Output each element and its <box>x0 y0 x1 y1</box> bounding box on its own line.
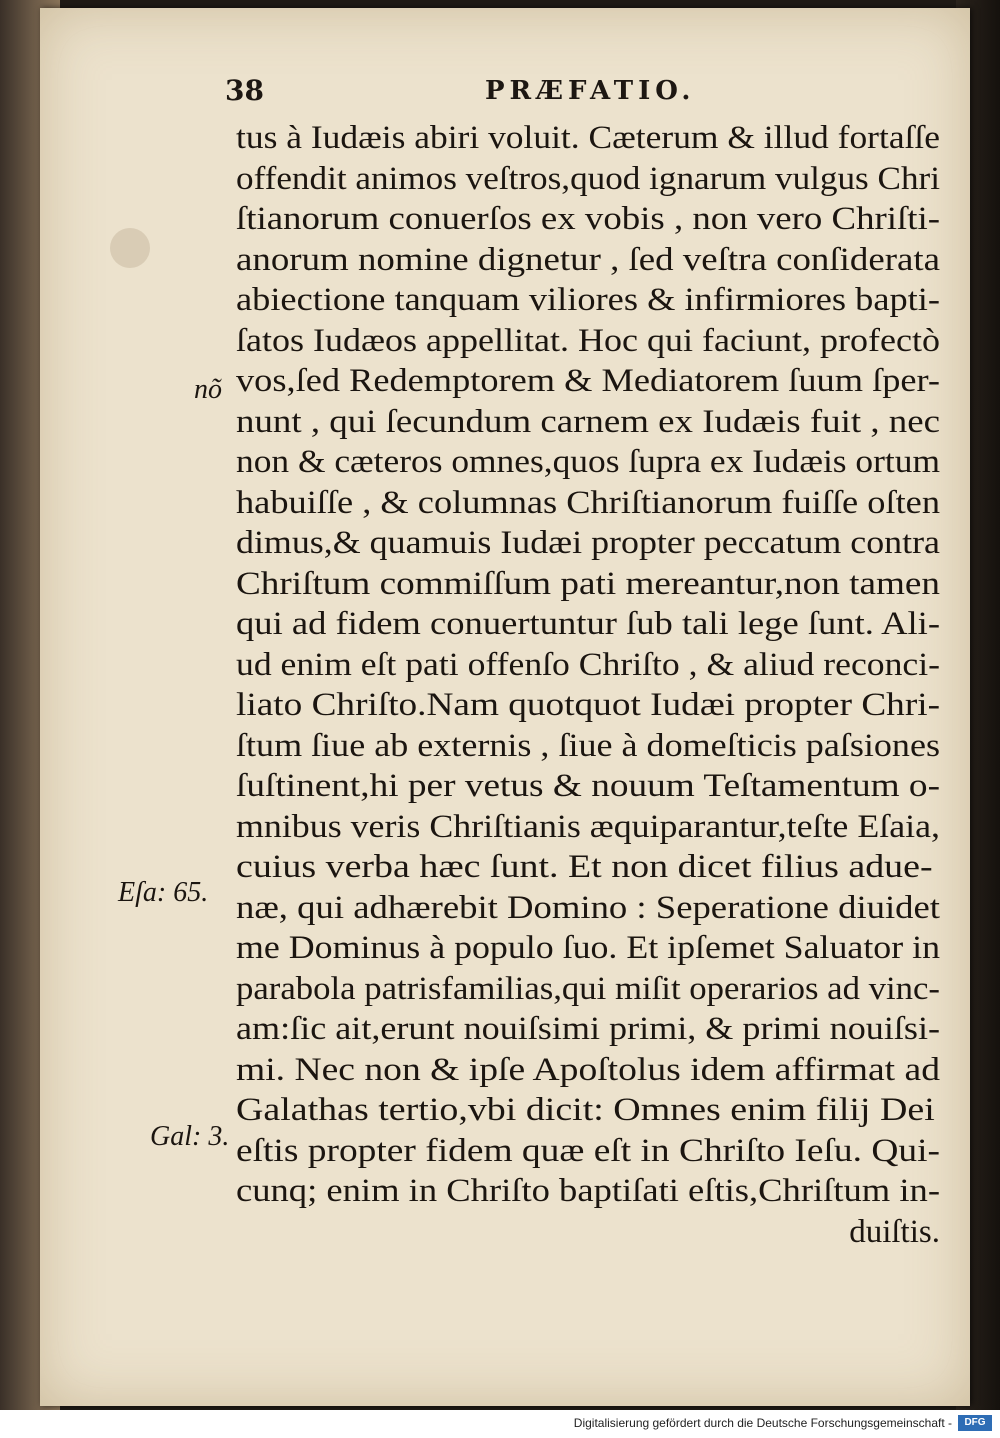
text-line: nunt , qui ſecundum carnem ex Iudæis fuit , nec <box>236 403 940 440</box>
text-line: dimus,& quamuis Iudæi propter peccatum contra <box>236 525 940 561</box>
text-line: me Dominus à populo ſuo. Et ipſemet Saluator in <box>236 930 940 966</box>
body-text <box>236 118 940 1252</box>
paper-stain <box>110 228 150 268</box>
text-line: qui ad fidem conuertuntur ſub tali lege ſunt. Ali- <box>236 606 940 642</box>
text-line: Chriſtum commiſſum pati mereantur,non tamen <box>236 565 940 602</box>
text-line: ſtianorum conuerſos ex vobis , non vero Chriſti- <box>236 201 940 237</box>
margin-note-esaia: Eſa: 65. <box>118 877 209 908</box>
text-line: mi. Nec non & ipſe Apoſtolus idem affirmat ad <box>236 1051 940 1088</box>
text-line: vos,ſed Redemptorem & Mediatorem ſuum ſper- <box>236 363 940 399</box>
text-line: parabola patrisfamilias,qui miſit operarios ad vinc- <box>236 970 940 1007</box>
text-line: ſuſtinent,hi per vetus & nouum Teſtamentum o- <box>236 768 940 804</box>
dfg-logo-icon: DFG <box>958 1415 992 1431</box>
running-title: PRÆFATIO. <box>485 76 696 106</box>
text-line: mnibus veris Chriſtianis æquiparantur,teſte Eſaia, <box>236 808 940 845</box>
text-line: ſatos Iudæos appellitat. Hoc qui faciunt, profectò <box>236 322 940 359</box>
page-number: 38 <box>225 74 264 107</box>
text-line: am:ſic ait,erunt nouiſsimi primi, & primi nouiſsi- <box>236 1011 940 1047</box>
text-line: tus à Iudæis abiri voluit. Cæterum & illud fortaſſe <box>236 120 940 156</box>
text-line: abiectione tanquam viliores & infirmiores bapti- <box>236 282 940 318</box>
page-header <box>200 74 900 114</box>
footer-credit: Digitalisierung gefördert durch die Deutsche Forschungsgemeinschaft - <box>573 1416 952 1430</box>
text-line: non & cæteros omnes,quos ſupra ex Iudæis ortum <box>236 444 940 480</box>
text-line: ſtum ſiue ab externis , ſiue à domeſticis paſsiones <box>236 727 940 764</box>
text-line: duiſtis. <box>849 1213 940 1250</box>
text-line: ud enim eſt pati offenſo Chriſto , & aliud reconci- <box>236 646 940 683</box>
text-line: offendit animos veſtros,quod ignarum vulgus Chri <box>236 160 940 197</box>
text-line: liato Chriſto.Nam quotquot Iudæi propter Chri- <box>236 687 940 723</box>
text-line: cuius verba hæc ſunt. Et non dicet filius adue- <box>236 849 933 885</box>
margin-note-galatas: Gal: 3. <box>150 1121 230 1152</box>
text-line: eſtis propter fidem quæ eſt in Chriſto Ieſu. Qui- <box>236 1132 940 1169</box>
text-line: næ, qui adhærebit Domino : Seperatione diuidet <box>236 889 940 926</box>
text-line: habuiſſe , & columnas Chriſtianorum fuiſſe oſten <box>236 484 940 521</box>
margin-note-non: nõ <box>194 374 222 405</box>
footer-bar <box>0 1410 1000 1438</box>
text-line: Galathas tertio,vbi dicit: Omnes enim filij Dei <box>236 1092 935 1128</box>
text-line: anorum nomine dignetur , ſed veſtra conſiderata <box>236 241 940 278</box>
text-line: cunq; enim in Chriſto baptiſati eſtis,Chriſtum in- <box>236 1173 940 1209</box>
